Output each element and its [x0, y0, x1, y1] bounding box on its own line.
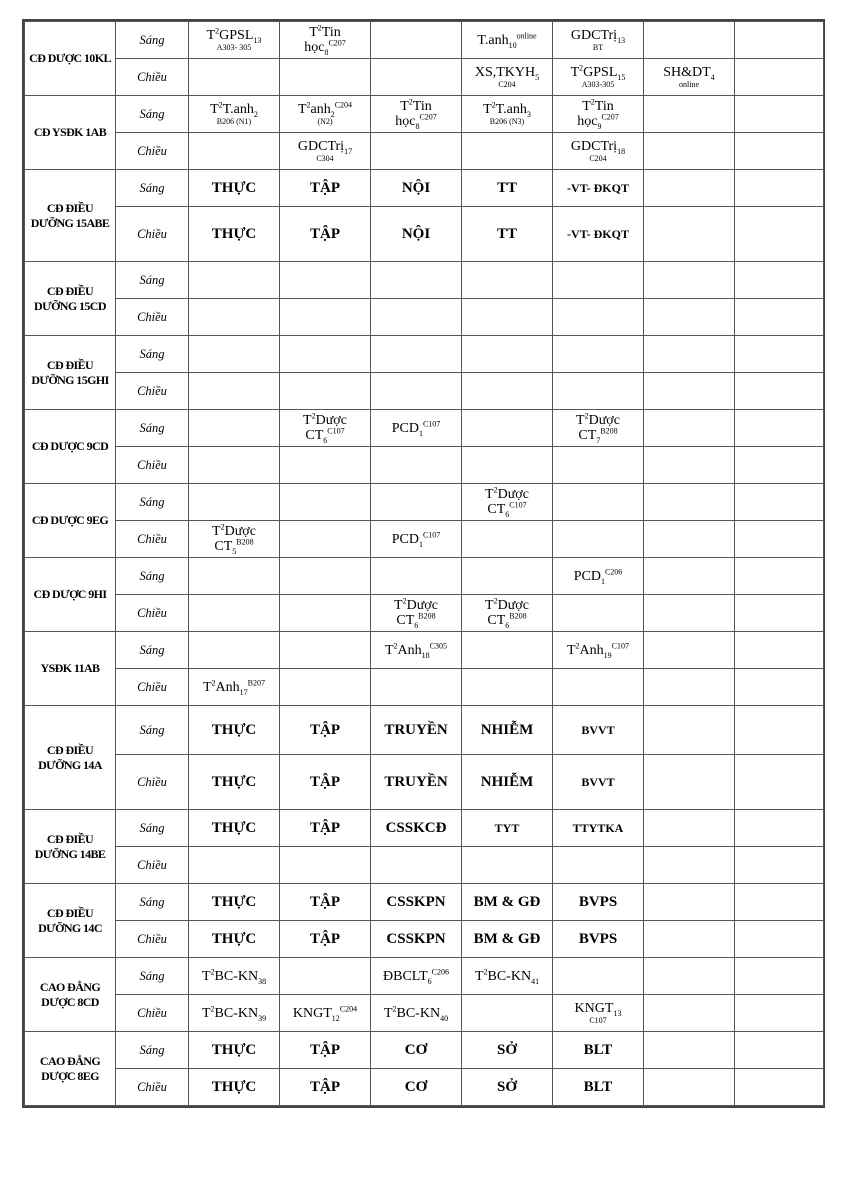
schedule-cell [644, 706, 735, 755]
class-name: CĐ ĐIỀU DƯỠNG 14BE [25, 810, 116, 884]
schedule-row-chieu [25, 447, 824, 484]
schedule-cell [280, 521, 371, 558]
schedule-cell [371, 336, 462, 373]
schedule-cell [735, 410, 824, 447]
schedule-cell [553, 521, 644, 558]
session-label: Chiều [116, 447, 189, 484]
schedule-cell [189, 336, 280, 373]
schedule-cell: NHIỄM [462, 706, 553, 755]
schedule-cell [644, 336, 735, 373]
schedule-cell: TẬP [280, 884, 371, 921]
schedule-row-chieu [25, 133, 824, 170]
schedule-cell: $T^2Dược$ $CT_6^{B208}$ [371, 595, 462, 632]
session-label: Chiều [116, 847, 189, 884]
schedule-cell: THỰC [189, 207, 280, 262]
session-label: Sáng [116, 706, 189, 755]
schedule-cell [371, 558, 462, 595]
schedule-cell [644, 669, 735, 706]
class-name: CĐ ĐIỀU DƯỠNG 14C [25, 884, 116, 958]
schedule-cell [644, 22, 735, 59]
schedule-cell: $KNGT_{13}$ C107 [553, 995, 644, 1032]
schedule-cell [644, 755, 735, 810]
schedule-cell [553, 595, 644, 632]
schedule-cell [371, 847, 462, 884]
schedule-cell [189, 484, 280, 521]
class-name: CĐ DƯỢC 10KL [25, 22, 116, 96]
schedule-cell: SỞ [462, 1032, 553, 1069]
schedule-cell [735, 706, 824, 755]
schedule-cell [735, 484, 824, 521]
session-label: Chiều [116, 373, 189, 410]
schedule-table [24, 21, 824, 1106]
schedule-cell: SỞ [462, 1069, 553, 1106]
schedule-cell: -VT- ĐKQT [553, 207, 644, 262]
class-name: CĐ ĐIỀU DƯỠNG 15CD [25, 262, 116, 336]
session-label: Sáng [116, 484, 189, 521]
schedule-cell [735, 595, 824, 632]
schedule-cell [644, 447, 735, 484]
schedule-cell: $T^2Dược$ $CT_6^{B208}$ [462, 595, 553, 632]
schedule-cell [553, 262, 644, 299]
schedule-cell [280, 669, 371, 706]
class-name: CĐ ĐIỀU DƯỠNG 15ABE [25, 170, 116, 262]
room-note: C304 [316, 154, 334, 163]
schedule-row-sang [25, 96, 824, 133]
schedule-cell [644, 373, 735, 410]
session-label: Sáng [116, 96, 189, 133]
schedule-cell: TTYTKA [553, 810, 644, 847]
schedule-cell [462, 262, 553, 299]
schedule-cell [644, 96, 735, 133]
schedule-cell: TẬP [280, 810, 371, 847]
schedule-row-sang [25, 262, 824, 299]
class-name: CĐ ĐIỀU DƯỠNG 14A [25, 706, 116, 810]
room-note: online [679, 80, 699, 89]
schedule-cell [189, 447, 280, 484]
schedule-cell: TẬP [280, 921, 371, 958]
schedule-cell: $T^2GPSL_{15}$ A303-305 [553, 59, 644, 96]
schedule-row-sang [25, 884, 824, 921]
schedule-cell [371, 59, 462, 96]
schedule-cell [644, 133, 735, 170]
schedule-cell: BLT [553, 1032, 644, 1069]
schedule-cell: $T^2BC-KN_{41}$ [462, 958, 553, 995]
schedule-cell [371, 373, 462, 410]
schedule-cell: CSSKCĐ [371, 810, 462, 847]
session-label: Chiều [116, 207, 189, 262]
schedule-cell [553, 847, 644, 884]
session-label: Sáng [116, 632, 189, 669]
schedule-cell [280, 262, 371, 299]
class-name: CĐ YSĐK 1AB [25, 96, 116, 170]
schedule-cell: THỰC [189, 1069, 280, 1106]
schedule-cell [735, 847, 824, 884]
schedule-cell: GDCTrị$_{17}$ C304 [280, 133, 371, 170]
session-label: Sáng [116, 958, 189, 995]
schedule-cell [644, 484, 735, 521]
schedule-cell [280, 847, 371, 884]
schedule-cell: $XS,TKYH_5$ C204 [462, 59, 553, 96]
schedule-cell: BVPS [553, 921, 644, 958]
schedule-cell [735, 22, 824, 59]
schedule-cell [644, 521, 735, 558]
schedule-cell [644, 995, 735, 1032]
schedule-cell [371, 133, 462, 170]
schedule-row-sang [25, 958, 824, 995]
schedule-cell [462, 521, 553, 558]
schedule-cell: $T^2Dược$ $CT_5^{B208}$ [189, 521, 280, 558]
schedule-cell: $PCD_1^{C206}$ [553, 558, 644, 595]
schedule-cell: $T^2Anh_{18}^{C305}$ [371, 632, 462, 669]
schedule-cell: TRUYỀN [371, 755, 462, 810]
schedule-cell [644, 170, 735, 207]
schedule-cell [189, 595, 280, 632]
schedule-cell [280, 958, 371, 995]
schedule-row-chieu [25, 995, 824, 1032]
schedule-row-chieu [25, 595, 824, 632]
schedule-cell: $KNGT_{12}^{C204}$ [280, 995, 371, 1032]
class-name: CĐ DƯỢC 9HI [25, 558, 116, 632]
schedule-cell [735, 59, 824, 96]
schedule-cell: $T^2GPSL_{13}$ A303- 305 [189, 22, 280, 59]
schedule-cell [735, 1069, 824, 1106]
schedule-cell: $PCD_1^{C107}$ [371, 410, 462, 447]
schedule-cell [644, 847, 735, 884]
schedule-cell [735, 447, 824, 484]
schedule-cell [735, 669, 824, 706]
schedule-cell [735, 810, 824, 847]
session-label: Chiều [116, 755, 189, 810]
schedule-cell: $SH\&DT_4$ online [644, 59, 735, 96]
session-label: Sáng [116, 262, 189, 299]
schedule-row-chieu [25, 847, 824, 884]
schedule-cell: TẬP [280, 1032, 371, 1069]
schedule-cell [735, 170, 824, 207]
schedule-cell: $T^2Tin$ học$_9^{C207}$ [553, 96, 644, 133]
schedule-cell [371, 447, 462, 484]
schedule-cell: $T^2T.anh_2$ B206 (N1) [189, 96, 280, 133]
schedule-cell: TT [462, 207, 553, 262]
schedule-cell: CSSKPN [371, 884, 462, 921]
room-note: A303-305 [581, 80, 615, 89]
schedule-cell [735, 632, 824, 669]
schedule-row-sang [25, 558, 824, 595]
schedule-cell: $T^2BC-KN_{40}$ [371, 995, 462, 1032]
room-note: B206 (N3) [489, 117, 525, 126]
schedule-cell [553, 958, 644, 995]
schedule-cell [189, 373, 280, 410]
schedule-cell: BM & GĐ [462, 921, 553, 958]
schedule-cell: TYT [462, 810, 553, 847]
schedule-cell [462, 410, 553, 447]
session-label: Sáng [116, 558, 189, 595]
schedule-cell [553, 336, 644, 373]
schedule-cell: TẬP [280, 1069, 371, 1106]
schedule-cell [644, 1069, 735, 1106]
room-note: A303- 305 [216, 43, 252, 52]
schedule-cell: $T^2Dược$ $CT_6^{C107}$ [280, 410, 371, 447]
schedule-cell [644, 958, 735, 995]
schedule-cell [735, 133, 824, 170]
schedule-cell [371, 299, 462, 336]
schedule-cell [462, 299, 553, 336]
schedule-cell [735, 558, 824, 595]
class-name: CAO ĐẲNG DƯỢC 8CD [25, 958, 116, 1032]
schedule-row-sang [25, 706, 824, 755]
session-label: Chiều [116, 299, 189, 336]
schedule-cell: BVVT [553, 706, 644, 755]
schedule-cell [371, 669, 462, 706]
schedule-cell: $T^2Dược$ $CT_6^{C107}$ [462, 484, 553, 521]
schedule-cell [644, 558, 735, 595]
schedule-cell [462, 669, 553, 706]
schedule-cell [280, 484, 371, 521]
schedule-row-sang [25, 336, 824, 373]
schedule-cell [189, 133, 280, 170]
schedule-cell: GDCTrị$_{18}$ C204 [553, 133, 644, 170]
class-name: CAO ĐẲNG DƯỢC 8EG [25, 1032, 116, 1106]
schedule-cell [280, 59, 371, 96]
schedule-cell: $T^2Tin$ học$_8^{C207}$ [280, 22, 371, 59]
schedule-cell: $T^2Dược$ $CT_7^{B208}$ [553, 410, 644, 447]
schedule-cell [462, 133, 553, 170]
schedule-cell [735, 521, 824, 558]
schedule-cell [371, 22, 462, 59]
schedule-row-chieu [25, 921, 824, 958]
schedule-cell: THỰC [189, 1032, 280, 1069]
schedule-cell [553, 373, 644, 410]
schedule-cell [644, 810, 735, 847]
schedule-row-sang [25, 170, 824, 207]
schedule-sheet [22, 19, 825, 1108]
schedule-cell: THỰC [189, 810, 280, 847]
schedule-cell: $PCD_1^{C107}$ [371, 521, 462, 558]
session-label: Sáng [116, 810, 189, 847]
schedule-cell [280, 299, 371, 336]
class-name: CĐ DƯỢC 9CD [25, 410, 116, 484]
schedule-cell [280, 336, 371, 373]
schedule-cell: TẬP [280, 755, 371, 810]
room-note: C204 [498, 80, 516, 89]
schedule-cell: TT [462, 170, 553, 207]
session-label: Chiều [116, 521, 189, 558]
schedule-cell [735, 207, 824, 262]
schedule-row-sang [25, 22, 824, 59]
schedule-cell: -VT- ĐKQT [553, 170, 644, 207]
schedule-cell: THỰC [189, 170, 280, 207]
schedule-cell [553, 669, 644, 706]
schedule-cell: $T^2Anh_{17}^{B207}$ [189, 669, 280, 706]
class-name: YSĐK 11AB [25, 632, 116, 706]
schedule-row-chieu [25, 373, 824, 410]
schedule-row-chieu [25, 669, 824, 706]
session-label: Sáng [116, 410, 189, 447]
schedule-cell [280, 632, 371, 669]
schedule-cell: THỰC [189, 884, 280, 921]
schedule-cell [553, 299, 644, 336]
schedule-cell [189, 410, 280, 447]
schedule-cell [189, 632, 280, 669]
schedule-cell: BVPS [553, 884, 644, 921]
schedule-cell [280, 447, 371, 484]
schedule-cell [462, 373, 553, 410]
room-note: (N2) [317, 117, 333, 126]
session-label: Chiều [116, 133, 189, 170]
schedule-cell: NỘI [371, 207, 462, 262]
room-note: BT [592, 43, 604, 52]
schedule-row-sang [25, 484, 824, 521]
schedule-cell [553, 447, 644, 484]
schedule-cell [735, 921, 824, 958]
schedule-cell: BLT [553, 1069, 644, 1106]
schedule-cell [189, 299, 280, 336]
schedule-cell: TẬP [280, 706, 371, 755]
schedule-cell: $T^2T.anh_3$ B206 (N3) [462, 96, 553, 133]
schedule-cell [189, 59, 280, 96]
schedule-cell [189, 847, 280, 884]
schedule-cell: THỰC [189, 706, 280, 755]
schedule-cell: $T^2BC-KN_{38}$ [189, 958, 280, 995]
schedule-row-sang [25, 810, 824, 847]
schedule-cell [280, 558, 371, 595]
schedule-cell [735, 299, 824, 336]
schedule-cell: THỰC [189, 921, 280, 958]
schedule-cell [644, 262, 735, 299]
schedule-cell [462, 847, 553, 884]
schedule-row-chieu [25, 755, 824, 810]
schedule-row-chieu [25, 521, 824, 558]
schedule-cell [280, 373, 371, 410]
schedule-row-chieu [25, 299, 824, 336]
schedule-cell: CƠ [371, 1069, 462, 1106]
session-label: Sáng [116, 884, 189, 921]
session-label: Chiều [116, 995, 189, 1032]
session-label: Sáng [116, 170, 189, 207]
schedule-cell: BM & GĐ [462, 884, 553, 921]
schedule-cell [644, 299, 735, 336]
schedule-row-sang [25, 632, 824, 669]
schedule-cell [371, 484, 462, 521]
session-label: Sáng [116, 1032, 189, 1069]
schedule-row-chieu [25, 207, 824, 262]
room-note: B206 (N1) [216, 117, 252, 126]
schedule-cell [735, 1032, 824, 1069]
schedule-cell [189, 262, 280, 299]
session-label: Sáng [116, 336, 189, 373]
schedule-cell [735, 755, 824, 810]
session-label: Chiều [116, 595, 189, 632]
schedule-cell: GDCTrị$_{13}$ BT [553, 22, 644, 59]
schedule-cell: TẬP [280, 207, 371, 262]
schedule-cell [462, 336, 553, 373]
schedule-cell: BVVT [553, 755, 644, 810]
room-note: C107 [589, 1016, 607, 1025]
schedule-cell [644, 1032, 735, 1069]
schedule-cell: NỘI [371, 170, 462, 207]
schedule-cell: TẬP [280, 170, 371, 207]
session-label: Chiều [116, 921, 189, 958]
class-name: CĐ ĐIỀU DƯỠNG 15GHI [25, 336, 116, 410]
schedule-cell: TRUYỀN [371, 706, 462, 755]
schedule-cell [280, 595, 371, 632]
schedule-cell [462, 995, 553, 1032]
schedule-cell: $T^2Tin$ học$_8^{C207}$ [371, 96, 462, 133]
room-note: C204 [589, 154, 607, 163]
schedule-cell: THỰC [189, 755, 280, 810]
schedule-cell [644, 595, 735, 632]
schedule-cell: $ĐBCLT_6^{C206}$ [371, 958, 462, 995]
schedule-cell: NHIỄM [462, 755, 553, 810]
schedule-cell: $T^2anh_2^{C204}$ (N2) [280, 96, 371, 133]
schedule-cell [735, 995, 824, 1032]
schedule-cell [644, 410, 735, 447]
schedule-cell [735, 884, 824, 921]
schedule-cell [644, 207, 735, 262]
schedule-cell [462, 632, 553, 669]
session-label: Chiều [116, 669, 189, 706]
schedule-row-sang [25, 410, 824, 447]
schedule-cell [644, 921, 735, 958]
schedule-cell [553, 484, 644, 521]
schedule-row-chieu [25, 1069, 824, 1106]
schedule-cell: $T^2Anh_{19}^{C107}$ [553, 632, 644, 669]
schedule-cell [735, 373, 824, 410]
schedule-cell [371, 262, 462, 299]
session-label: Chiều [116, 59, 189, 96]
schedule-cell [735, 262, 824, 299]
session-label: Chiều [116, 1069, 189, 1106]
schedule-cell [462, 558, 553, 595]
schedule-row-sang [25, 1032, 824, 1069]
schedule-row-chieu [25, 59, 824, 96]
session-label: Sáng [116, 22, 189, 59]
schedule-cell [462, 447, 553, 484]
schedule-cell [735, 96, 824, 133]
schedule-cell [735, 336, 824, 373]
class-name: CĐ DƯỢC 9EG [25, 484, 116, 558]
schedule-cell [644, 884, 735, 921]
schedule-cell [189, 558, 280, 595]
schedule-cell [644, 632, 735, 669]
schedule-cell: $T^2BC-KN_{39}$ [189, 995, 280, 1032]
schedule-cell [735, 958, 824, 995]
schedule-cell: CƠ [371, 1032, 462, 1069]
schedule-cell: CSSKPN [371, 921, 462, 958]
schedule-cell: T.anh$_{10}^{online}$ [462, 22, 553, 59]
